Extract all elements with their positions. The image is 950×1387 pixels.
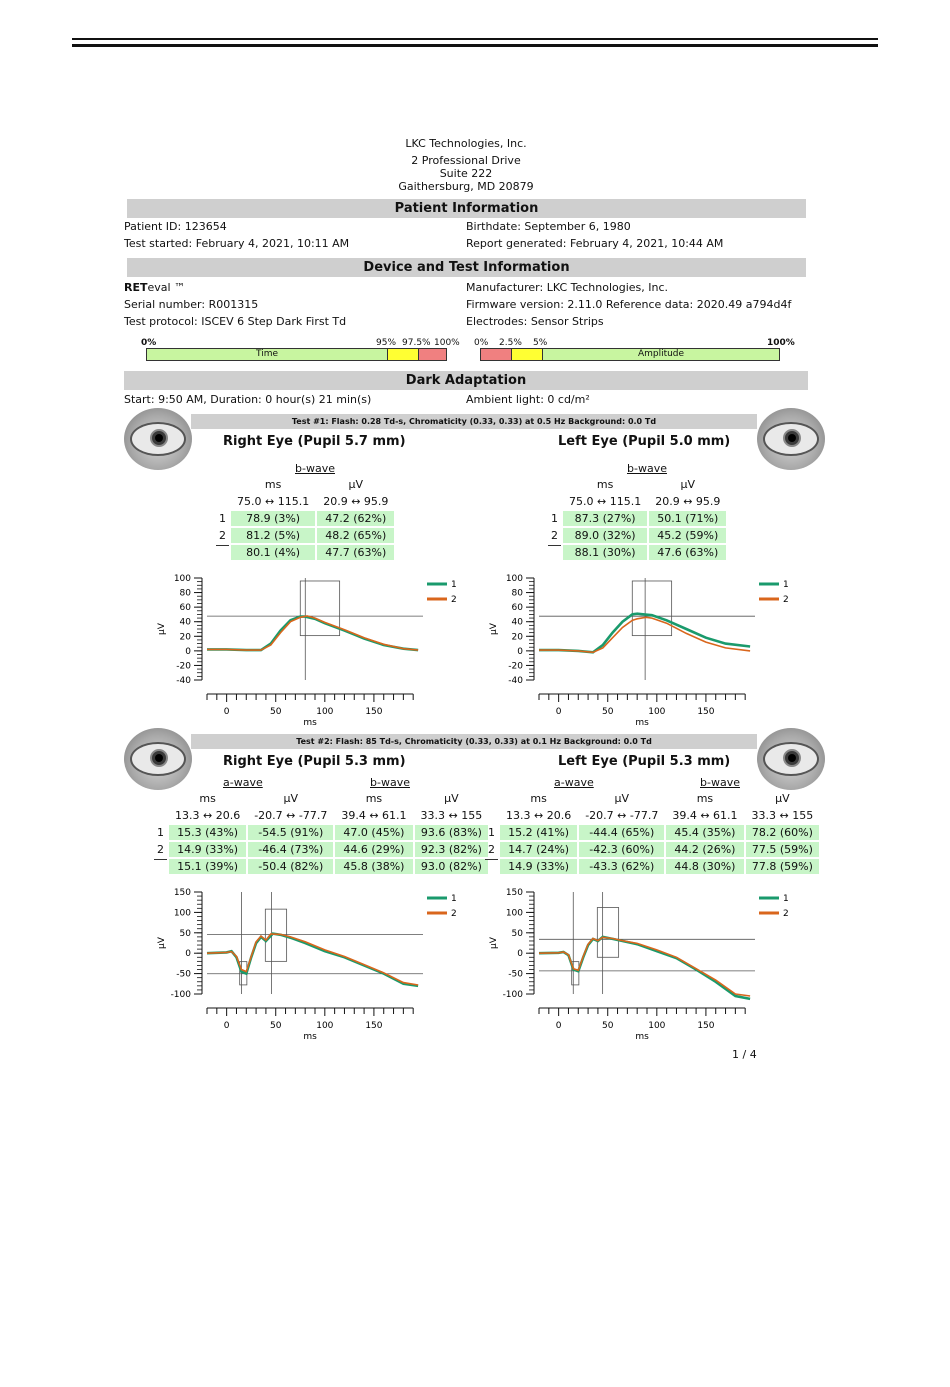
row-index: 1 <box>219 512 226 525</box>
serial-number: Serial number: R001315 <box>124 298 259 311</box>
value-cell: 45.4 (35%) <box>666 825 743 840</box>
value-cell: 89.0 (32%) <box>563 528 647 543</box>
legend-label-2: 2 <box>783 909 789 919</box>
t2-right-awave-label: a-wave <box>223 776 263 789</box>
normal-range-box <box>632 581 671 636</box>
company-name: LKC Technologies, Inc. <box>405 137 527 150</box>
time-scale-bar <box>146 348 447 361</box>
x-tick-label: 0 <box>555 707 562 717</box>
device-name <box>124 281 185 294</box>
x-tick-label: 100 <box>648 1021 666 1031</box>
col-header: ms <box>365 792 383 805</box>
y-tick-label: 0 <box>185 949 191 960</box>
t1-right-title: Right Eye (Pupil 5.7 mm) <box>223 434 406 449</box>
value-cell: 44.6 (29%) <box>335 842 412 857</box>
row-index <box>485 859 498 874</box>
y-tick-label: 100 <box>505 908 523 919</box>
t1-left-bwave-label: b-wave <box>627 462 667 475</box>
t1-left-title: Left Eye (Pupil 5.0 mm) <box>558 434 731 449</box>
row-index <box>548 545 561 560</box>
device-name-bold: RET <box>124 281 148 294</box>
patient-info-header: Patient Information <box>127 199 806 218</box>
col-header: μV <box>444 792 459 805</box>
right-eye-photo-icon <box>124 728 192 790</box>
x-tick-label: 50 <box>270 1021 282 1031</box>
value-cell: -54.5 (91%) <box>248 825 333 840</box>
right-eye-photo-icon <box>124 408 192 470</box>
ref-range: 39.4 ↔ 61.1 <box>672 809 738 822</box>
y-tick-label: -40 <box>176 676 191 686</box>
x-tick-label: 100 <box>648 707 666 717</box>
firmware-version: Firmware version: 2.11.0 Reference data: 2020.49 a794d4f <box>466 298 792 311</box>
birthdate: Birthdate: September 6, 1980 <box>466 220 631 233</box>
x-axis-label: ms <box>635 718 649 728</box>
ref-range: 33.3 ↔ 155 <box>751 809 814 822</box>
x-tick-label: 0 <box>223 707 230 717</box>
col-header: ms <box>530 792 547 805</box>
value-cell: 93.6 (83%) <box>415 825 489 840</box>
y-tick-label: -40 <box>508 676 523 686</box>
dark-adaptation-header: Dark Adaptation <box>124 371 808 390</box>
value-cell: 78.9 (3%) <box>231 511 315 526</box>
time-scale-red <box>418 349 446 360</box>
t1-right-bwave-label: b-wave <box>295 462 335 475</box>
y-tick-label: 150 <box>505 888 523 898</box>
t1-left-chart <box>477 570 789 730</box>
x-tick-label: 150 <box>365 1021 383 1031</box>
top-rule <box>72 38 878 40</box>
t1-left-table <box>546 475 728 562</box>
series-line-1 <box>207 934 418 986</box>
col-uv: μV <box>348 478 364 491</box>
t2-left-table <box>483 789 821 876</box>
report-generated: Report generated: February 4, 2021, 10:44 AM <box>466 237 724 250</box>
value-cell: 93.0 (82%) <box>415 859 489 874</box>
value-cell: 78.2 (60%) <box>746 825 820 840</box>
value-cell: 45.8 (38%) <box>335 859 412 874</box>
y-tick-label: 100 <box>173 908 191 919</box>
test-started: Test started: February 4, 2021, 10:11 AM <box>124 237 350 250</box>
address-line-3: Gaithersburg, MD 20879 <box>398 180 534 193</box>
top-rule-thick <box>72 44 878 47</box>
test-protocol: Test protocol: ISCEV 6 Step Dark First Td <box>124 315 347 328</box>
series-line-2 <box>539 937 750 996</box>
row-index <box>154 859 167 874</box>
x-axis-label: ms <box>635 1032 649 1042</box>
y-tick-label: 60 <box>179 603 191 614</box>
y-tick-label: 40 <box>511 617 523 628</box>
row-index: 2 <box>488 843 495 856</box>
amp-scale-5: 5% <box>533 338 548 348</box>
time-scale-yellow <box>387 349 418 360</box>
ref-uv: 20.9 ↔ 95.9 <box>655 495 721 508</box>
ref-ms: 75.0 ↔ 115.1 <box>569 495 642 508</box>
legend-label-1: 1 <box>451 580 457 590</box>
x-axis-label: ms <box>303 1032 317 1042</box>
y-tick-label: 40 <box>179 617 191 628</box>
bwave-range-box <box>597 908 618 958</box>
amp-scale-green: Amplitude <box>542 349 779 360</box>
amp-scale-0: 0% <box>474 338 489 348</box>
value-cell: 77.8 (59%) <box>746 859 820 874</box>
value-cell: 44.8 (30%) <box>666 859 743 874</box>
row-index: 1 <box>157 826 164 839</box>
t2-right-title: Right Eye (Pupil 5.3 mm) <box>223 754 406 769</box>
x-tick-label: 150 <box>697 707 715 717</box>
t2-left-awave-label: a-wave <box>554 776 594 789</box>
value-cell: 15.2 (41%) <box>500 825 577 840</box>
value-cell: 47.6 (63%) <box>649 545 726 560</box>
value-cell: 47.0 (45%) <box>335 825 412 840</box>
legend-label-1: 1 <box>783 894 789 904</box>
electrodes: Electrodes: Sensor Strips <box>466 315 604 328</box>
dark-start: Start: 9:50 AM, Duration: 0 hour(s) 21 min(s) <box>124 393 372 406</box>
ref-range: -20.7 ↔ -77.7 <box>585 809 659 822</box>
ref-uv: 20.9 ↔ 95.9 <box>323 495 389 508</box>
x-tick-label: 50 <box>602 1021 614 1031</box>
y-tick-label: -50 <box>176 969 191 980</box>
value-cell: 50.1 (71%) <box>649 511 726 526</box>
y-tick-label: 0 <box>517 646 523 657</box>
row-index: 1 <box>488 826 495 839</box>
value-cell: 47.7 (63%) <box>317 545 394 560</box>
y-axis-label: μV <box>489 623 499 635</box>
value-cell: 47.2 (62%) <box>317 511 394 526</box>
row-index: 2 <box>551 529 558 542</box>
legend-label-2: 2 <box>451 595 457 605</box>
legend-label-1: 1 <box>783 580 789 590</box>
t2-right-table <box>152 789 490 876</box>
value-cell: 14.9 (33%) <box>500 859 577 874</box>
t1-right-chart <box>145 570 457 730</box>
legend-label-1: 1 <box>451 894 457 904</box>
col-ms: ms <box>264 478 282 491</box>
time-scale-95: 95% <box>376 338 397 348</box>
series-line-2 <box>207 616 418 650</box>
y-tick-label: 150 <box>173 888 191 898</box>
time-scale-100: 100% <box>434 338 460 348</box>
y-tick-label: 80 <box>511 588 523 599</box>
value-cell: 80.1 (4%) <box>231 545 315 560</box>
series-line-2 <box>207 934 418 985</box>
y-tick-label: 0 <box>517 949 523 960</box>
y-tick-label: 50 <box>511 928 523 939</box>
time-scale-975: 97.5% <box>402 338 431 348</box>
y-tick-label: 60 <box>511 603 523 614</box>
ref-range: 13.3 ↔ 20.6 <box>506 809 572 822</box>
ref-range: 39.4 ↔ 61.1 <box>341 809 407 822</box>
x-tick-label: 100 <box>316 1021 334 1031</box>
ambient-light: Ambient light: 0 cd/m² <box>466 393 590 406</box>
left-eye-photo-icon <box>757 728 825 790</box>
row-index <box>216 545 229 560</box>
value-cell: -43.3 (62%) <box>579 859 664 874</box>
y-axis-label: μV <box>157 623 167 635</box>
col-header: μV <box>283 792 299 805</box>
y-tick-label: 50 <box>179 928 191 939</box>
y-tick-label: 80 <box>179 588 191 599</box>
test1-bar: Test #1: Flash: 0.28 Td-s, Chromaticity (0.33, 0.33) at 0.5 Hz Background: 0.0 Td <box>191 414 757 429</box>
series-line-2 <box>539 617 750 652</box>
x-tick-label: 150 <box>365 707 383 717</box>
value-cell: 88.1 (30%) <box>563 545 647 560</box>
value-cell: 14.7 (24%) <box>500 842 577 857</box>
address-line-2: Suite 222 <box>439 167 493 180</box>
device-info-header: Device and Test Information <box>127 258 806 277</box>
value-cell: -50.4 (82%) <box>248 859 333 874</box>
y-tick-label: -100 <box>502 990 523 1000</box>
patient-id: Patient ID: 123654 <box>124 220 227 233</box>
x-tick-label: 50 <box>270 707 282 717</box>
value-cell: -44.4 (65%) <box>579 825 664 840</box>
value-cell: 14.9 (33%) <box>169 842 246 857</box>
x-tick-label: 0 <box>555 1021 562 1031</box>
amp-scale-100: 100% <box>767 338 795 348</box>
t2-right-bwave-label: b-wave <box>370 776 410 789</box>
legend-label-2: 2 <box>783 595 789 605</box>
value-cell: 45.2 (59%) <box>649 528 726 543</box>
value-cell: -46.4 (73%) <box>248 842 333 857</box>
y-tick-label: 100 <box>505 574 523 584</box>
company-address <box>325 137 607 193</box>
value-cell: 44.2 (26%) <box>666 842 743 857</box>
x-tick-label: 100 <box>316 707 334 717</box>
y-axis-label: μV <box>489 937 499 949</box>
x-tick-label: 150 <box>697 1021 715 1031</box>
y-tick-label: -100 <box>170 990 191 1000</box>
test2-bar: Test #2: Flash: 85 Td-s, Chromaticity (0.33, 0.33) at 0.1 Hz Background: 0.0 Td <box>191 734 757 749</box>
y-tick-label: -50 <box>508 969 523 980</box>
t2-left-chart <box>477 884 789 1044</box>
x-tick-label: 50 <box>602 707 614 717</box>
t1-right-table <box>214 475 396 562</box>
amp-scale-bar <box>480 348 780 361</box>
amp-scale-red <box>481 349 511 360</box>
col-header: ms <box>199 792 216 805</box>
page-number: 1 / 4 <box>732 1048 757 1061</box>
y-tick-label: -20 <box>176 661 191 672</box>
row-index: 2 <box>157 843 164 856</box>
col-header: μV <box>614 792 630 805</box>
value-cell: 92.3 (82%) <box>415 842 489 857</box>
col-ms: ms <box>596 478 614 491</box>
col-header: μV <box>775 792 790 805</box>
ref-range: -20.7 ↔ -77.7 <box>254 809 328 822</box>
left-eye-photo-icon <box>757 408 825 470</box>
time-scale-0: 0% <box>141 338 157 348</box>
address-line-1: 2 Professional Drive <box>411 154 521 167</box>
ref-ms: 75.0 ↔ 115.1 <box>237 495 310 508</box>
value-cell: 77.5 (59%) <box>746 842 820 857</box>
value-cell: -42.3 (60%) <box>579 842 664 857</box>
t2-left-bwave-label: b-wave <box>700 776 740 789</box>
value-cell: 81.2 (5%) <box>231 528 315 543</box>
manufacturer: Manufacturer: LKC Technologies, Inc. <box>466 281 669 294</box>
time-scale-green: Time <box>147 349 387 360</box>
y-axis-label: μV <box>157 937 167 949</box>
row-index: 1 <box>551 512 558 525</box>
amp-scale-25: 2.5% <box>499 338 522 348</box>
value-cell: 48.2 (65%) <box>317 528 394 543</box>
legend-label-2: 2 <box>451 909 457 919</box>
x-axis-label: ms <box>303 718 317 728</box>
y-tick-label: 0 <box>185 646 191 657</box>
device-name-rest: eval ™ <box>147 281 186 294</box>
value-cell: 15.3 (43%) <box>169 825 246 840</box>
t2-right-chart <box>145 884 457 1044</box>
col-uv: μV <box>680 478 696 491</box>
y-tick-label: 100 <box>173 574 191 584</box>
amp-scale-yellow <box>511 349 542 360</box>
t2-left-title: Left Eye (Pupil 5.3 mm) <box>558 754 731 769</box>
row-index: 2 <box>219 529 226 542</box>
x-tick-label: 0 <box>223 1021 230 1031</box>
col-header: ms <box>696 792 714 805</box>
y-tick-label: -20 <box>508 661 523 672</box>
ref-range: 13.3 ↔ 20.6 <box>175 809 241 822</box>
value-cell: 87.3 (27%) <box>563 511 647 526</box>
ref-range: 33.3 ↔ 155 <box>420 809 483 822</box>
y-tick-label: 20 <box>511 632 523 643</box>
y-tick-label: 20 <box>179 632 191 643</box>
value-cell: 15.1 (39%) <box>169 859 246 874</box>
